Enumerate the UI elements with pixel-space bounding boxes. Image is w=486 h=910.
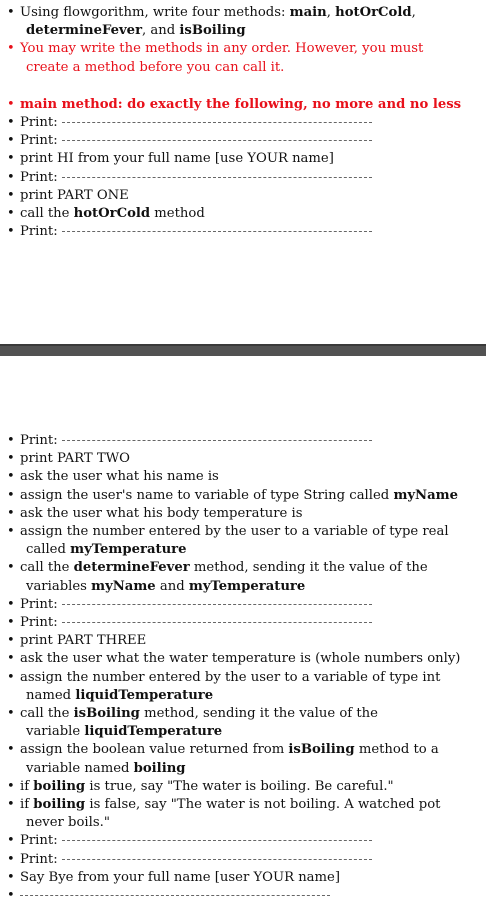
dashed-line [62, 122, 372, 123]
page-divider [0, 344, 486, 356]
list-item: • if boiling is false, say "The water is not boiling. A watched pot never boils." [0, 796, 480, 832]
instructions-list-part-2 [0, 432, 480, 905]
list-item: • assign the boolean value returned from isBoiling method to a variable named boiling [0, 741, 480, 777]
list-item: • call the hotOrCold method [0, 205, 480, 223]
print-item: • Print: [0, 432, 480, 450]
method-name: hotOrCold [335, 5, 412, 20]
print-item: • Print: [0, 851, 480, 869]
list-item: • assign the user's name to variable of type String called myName [0, 487, 480, 505]
list-item: • ask the user what his body temperature is [0, 505, 480, 523]
list-item: • Using flowgorithm, write four methods: main, hotOrCold, determineFever, and isBoiling [0, 4, 480, 40]
print-item: • Print: [0, 132, 480, 150]
list-item: • ask the user what the water temperature is (whole numbers only) [0, 650, 480, 668]
list-item: • if boiling is true, say "The water is boiling. Be careful." [0, 778, 480, 796]
dashed-line [62, 231, 372, 232]
list-item: • print HI from your full name [use YOUR name] [0, 150, 480, 168]
method-name: main [289, 5, 327, 20]
list-item: • call the determineFever method, sending it the value of the variables myName and myTemperature [0, 559, 480, 595]
print-item: • Print: [0, 114, 480, 132]
list-item [0, 96, 480, 114]
list-item: • assign the number entered by the user to a variable of type real called myTemperature [0, 523, 480, 559]
list-item: • print PART TWO [0, 450, 480, 468]
dashed-line [62, 840, 372, 841]
empty-list-item [0, 887, 480, 905]
dashed-line [62, 177, 372, 178]
print-item: • Print: [0, 832, 480, 850]
instructions-list-part-1 [0, 4, 480, 241]
print-item: • Print: [0, 223, 480, 241]
list-item: • assign the number entered by the user to a variable of type int named liquidTemperature [0, 669, 480, 705]
dashed-line [62, 859, 372, 860]
dashed-line [62, 604, 372, 605]
list-item: • print PART ONE [0, 187, 480, 205]
list-item: • call the isBoiling method, sending it the value of the variable liquidTemperature [0, 705, 480, 741]
list-item: • ask the user what his name is [0, 468, 480, 486]
dashed-line [62, 622, 372, 623]
list-item: • print PART THREE [0, 632, 480, 650]
print-item: • Print: [0, 169, 480, 187]
dashed-line [62, 140, 372, 141]
method-name: determineFever [26, 23, 143, 39]
method-name: isBoiling [179, 23, 246, 39]
list-item: • Say Bye from your full name [user YOUR name] [0, 869, 480, 887]
main-heading: main method: do exactly the following, no more and no less [20, 96, 462, 112]
dashed-line [62, 440, 372, 441]
print-item: • Print: [0, 596, 480, 614]
dashed-line [20, 895, 330, 896]
print-item: • Print: [0, 614, 480, 632]
list-item: • You may write the methods in any order. However, you must create a method before you can call it. [0, 40, 480, 76]
